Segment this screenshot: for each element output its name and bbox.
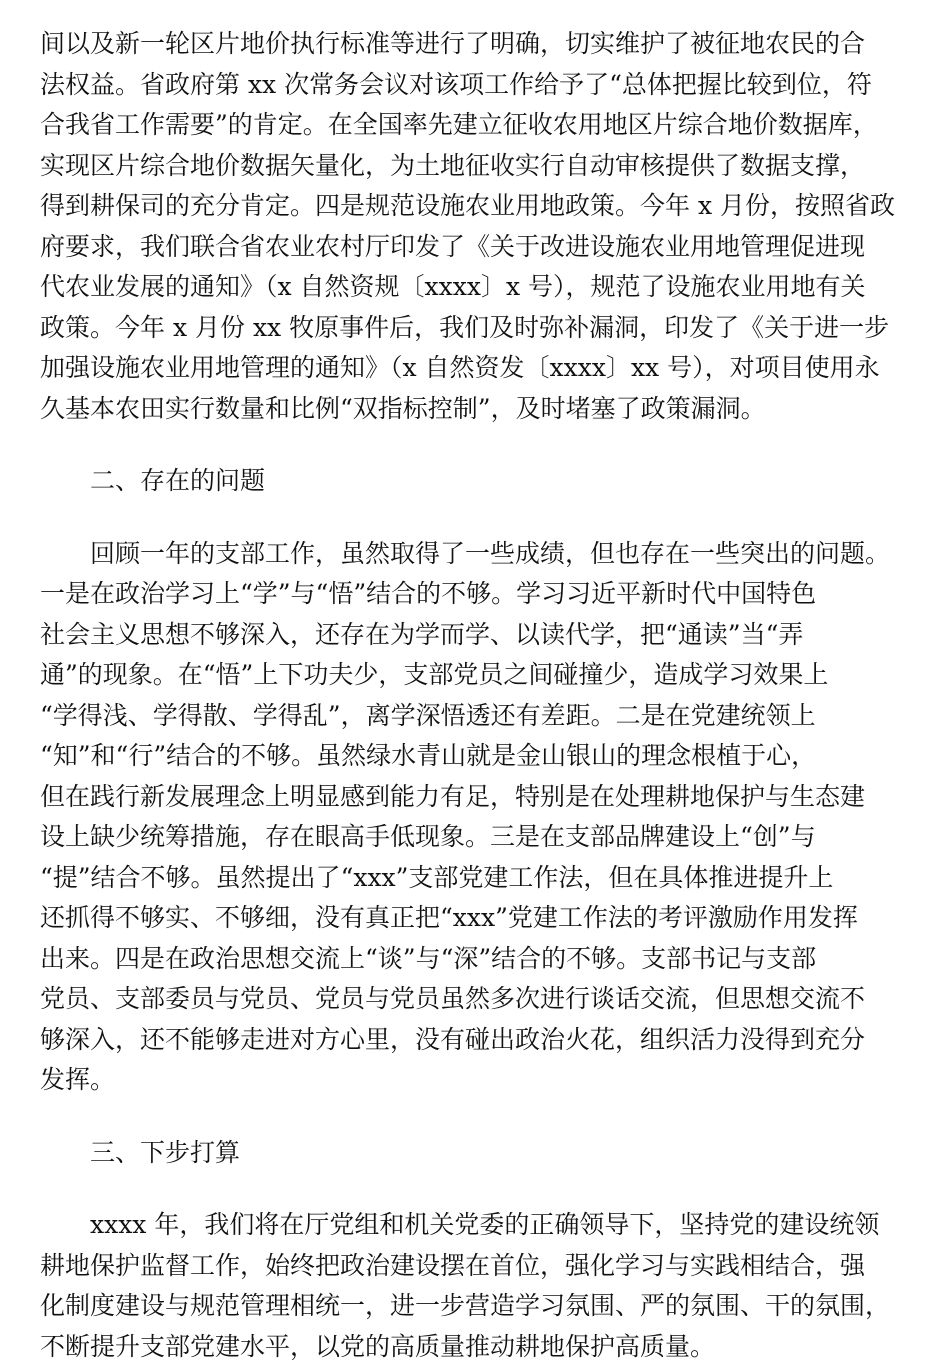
section-heading-problems: 二、存在的问题 bbox=[90, 466, 266, 495]
paragraph-line: “知”和“行”结合的不够。虽然绿水青山就是金山银山的理念根植于心， bbox=[40, 741, 817, 770]
paragraph-line: 府要求，我们联合省农业农村厅印发了《关于改进设施农业用地管理促进现 bbox=[40, 231, 866, 261]
paragraph-line: 耕地保护监督工作，始终把政治建设摆在首位，强化学习与实践相结合，强 bbox=[40, 1250, 866, 1280]
paragraph-line: 实现区片综合地价数据矢量化，为土地征收实行自动审核提供了数据支撑， bbox=[40, 150, 866, 180]
paragraph-line: 一是在政治学习上“学”与“悟”结合的不够。学习习近平新时代中国特色 bbox=[40, 579, 817, 608]
paragraph-line: 代农业发展的通知》（x 自然资规〔xxxx〕x 号），规范了设施农业用地有关 bbox=[40, 272, 866, 301]
paragraph-line: 合我省工作需要”的肯定。在全国率先建立征收农用地区片综合地价数据库， bbox=[40, 110, 878, 139]
paragraph-line: 通”的现象。在“悟”上下功夫少，支部党员之间碰撞少，造成学习效果上 bbox=[40, 660, 829, 689]
paragraph-line: 但在践行新发展理念上明显感到能力有足，特别是在处理耕地保护与生态建 bbox=[40, 781, 866, 811]
paragraph-line: 化制度建设与规范管理相统一，进一步营造学习氛围、严的氛围、干的氛围， bbox=[40, 1291, 891, 1320]
paragraph-line: 加强设施农业用地管理的通知》（x 自然资发〔xxxx〕xx 号），对项目使用永 bbox=[40, 353, 880, 382]
paragraph-line: 社会主义思想不够深入，还存在为学而学、以读代学，把“通读”当“弄 bbox=[40, 619, 804, 649]
section-heading-next-steps: 三、下步打算 bbox=[90, 1137, 241, 1167]
paragraph-line: xxxx 年，我们将在厅党组和机关党委的正确领导下，坚持党的建设统领 bbox=[90, 1210, 880, 1239]
paragraph-line: 法权益。省政府第 xx 次常务会议对该项工作给予了“总体把握比较到位，符 bbox=[40, 69, 872, 99]
paragraph-line: 政策。今年 x 月份 xx 牧原事件后，我们及时弥补漏洞，印发了《关于进一步 bbox=[40, 312, 890, 342]
paragraph-line: “提”结合不够。虽然提出了“xxx”支部党建工作法，但在具体推进提升上 bbox=[40, 862, 834, 892]
paragraph-line: 党员、支部委员与党员、党员与党员虽然多次进行谈话交流，但思想交流不 bbox=[40, 984, 866, 1013]
paragraph-line: 够深入，还不能够走进对方心里，没有碰出政治火花，组织活力没得到充分 bbox=[40, 1024, 866, 1054]
paragraph-line: 久基本农田实行数量和比例“双指标控制”，及时堵塞了政策漏洞。 bbox=[40, 393, 766, 423]
paragraph-line: 发挥。 bbox=[40, 1065, 116, 1094]
paragraph-line: 间以及新一轮区片地价执行标准等进行了明确，切实维护了被征地农民的合 bbox=[40, 29, 866, 58]
paragraph-line: 设上缺少统筹措施，存在眼高手低现象。三是在支部品牌建设上“创”与 bbox=[40, 822, 816, 851]
paragraph-line: 回顾一年的支部工作，虽然取得了一些成绩，但也存在一些突出的问题。 bbox=[90, 538, 891, 568]
paragraph-line: 出来。四是在政治思想交流上“谈”与“深”结合的不够。支部书记与支部 bbox=[40, 943, 817, 973]
paragraph-line: 得到耕保司的充分肯定。四是规范设施农业用地政策。今年 x 月份，按照省政 bbox=[40, 191, 895, 220]
paragraph-line: 还抓得不够实、不够细，没有真正把“xxx”党建工作法的考评激励作用发挥 bbox=[40, 903, 858, 932]
paragraph-line: 不断提升支部党建水平，以党的高质量推动耕地保护高质量。 bbox=[40, 1331, 716, 1361]
paragraph-line: “学得浅、学得散、学得乱”，离学深悟透还有差距。二是在党建统领上 bbox=[40, 700, 816, 730]
